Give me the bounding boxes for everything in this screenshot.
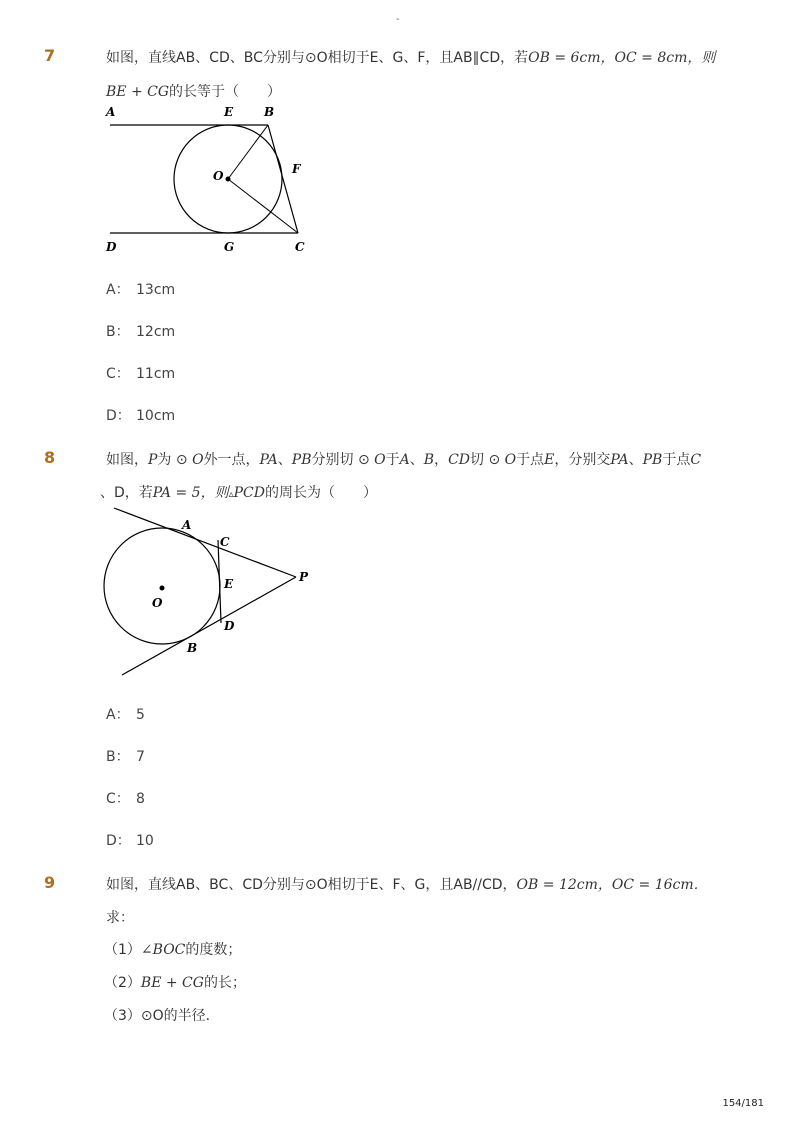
label-f: F bbox=[292, 162, 301, 176]
label-o: O bbox=[152, 596, 163, 610]
question-8-figure bbox=[100, 500, 320, 680]
question-7-option-a[interactable]: A： 13cm bbox=[106, 282, 176, 298]
question-8-line-1: 如图，P为 ⊙ O外一点，PA、PB分别切 ⊙ O于A、B，CD切 ⊙ O于点E，分别交PA、PB于点C bbox=[106, 452, 702, 468]
question-9-sub-1: （1）∠BOC的度数； bbox=[104, 942, 242, 958]
question-9-number: 9 bbox=[44, 873, 56, 892]
segment-oc bbox=[228, 179, 298, 233]
question-7-option-d[interactable]: D： 10cm bbox=[106, 408, 176, 424]
label-o: O bbox=[213, 169, 224, 183]
center-point-o bbox=[226, 177, 231, 182]
center-point-o bbox=[160, 586, 165, 591]
question-8-option-c[interactable]: C： 8 bbox=[106, 791, 145, 807]
line-bc bbox=[268, 125, 298, 233]
question-8-option-b[interactable]: B： 7 bbox=[106, 749, 145, 765]
line-pb bbox=[122, 577, 296, 675]
question-7-line-1: 如图，直线AB、CD、BC分别与⊙O相切于E、G、F，且AB∥CD，若OB = 6cm，OC = 8cm，则 bbox=[106, 50, 716, 66]
question-8-option-d[interactable]: D： 10 bbox=[106, 833, 154, 849]
top-mark: - bbox=[396, 14, 400, 25]
label-b: B bbox=[264, 105, 275, 119]
question-8-number: 8 bbox=[44, 448, 56, 467]
question-7-option-c[interactable]: C： 11cm bbox=[106, 366, 176, 382]
label-p: P bbox=[299, 570, 309, 584]
segment-cd bbox=[218, 540, 221, 623]
label-g: G bbox=[224, 240, 235, 254]
label-a: A bbox=[182, 518, 192, 532]
label-e: E bbox=[224, 577, 234, 591]
label-a: A bbox=[106, 105, 116, 119]
label-d: D bbox=[224, 619, 235, 633]
question-7-option-b[interactable]: B： 12cm bbox=[106, 324, 176, 340]
question-9-line-2: 求： bbox=[106, 910, 134, 926]
question-8-option-a[interactable]: A： 5 bbox=[106, 707, 145, 723]
label-d: D bbox=[106, 240, 117, 254]
line-pa bbox=[114, 508, 296, 577]
label-e: E bbox=[224, 105, 234, 119]
page-number: 154/181 bbox=[722, 1098, 764, 1109]
label-c: C bbox=[295, 240, 305, 254]
question-9-sub-3: （3）⊙O的半径． bbox=[104, 1008, 220, 1024]
question-9-sub-2: （2）BE + CG的长； bbox=[104, 975, 246, 991]
label-b: B bbox=[187, 641, 198, 655]
question-7-number: 7 bbox=[44, 46, 56, 65]
segment-ob bbox=[228, 125, 268, 179]
label-c: C bbox=[220, 535, 230, 549]
question-9-line-1: 如图，直线AB、BC、CD分别与⊙O相切于E、F、G，且AB//CD，OB = 12cm，OC = 16cm． bbox=[106, 877, 708, 893]
question-8-line-2: 、D，若PA = 5，则▵PCD的周长为（ ） bbox=[100, 485, 377, 501]
question-7-figure bbox=[100, 100, 320, 260]
question-7-line-2: BE + CG的长等于（ ） bbox=[106, 84, 282, 100]
